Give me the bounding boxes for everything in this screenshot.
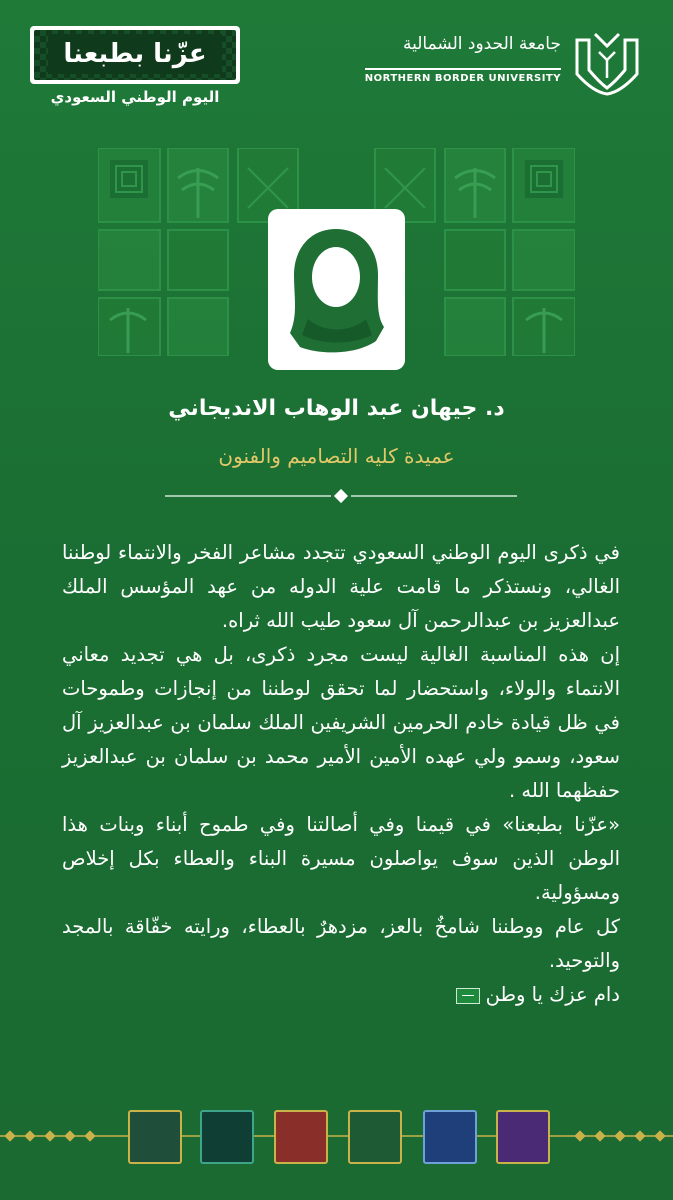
palm-tile-icon xyxy=(128,1110,182,1164)
profile-avatar xyxy=(268,209,405,370)
message-paragraph: إن هذه المناسبة الغالية ليست مجرد ذكرى، بل هي تجديد معاني الانتماء والولاء، واستحضار لما تحقق لوطننا من إنجازات وطموحات في ظل قيادة خادم الحرمين الشريفين الملك سلمان بن عبدالعزيز آل سعود، وسمو ولي عهده الأمين الأمير محمد بن سلمان بن عبدالعزيز حفظهما الله . xyxy=(62,643,620,802)
woman-hijab-icon xyxy=(280,223,393,357)
bottom-tiles xyxy=(0,1110,673,1180)
university-emblem-icon xyxy=(569,30,645,96)
vase-tile-icon xyxy=(496,1110,550,1164)
ornamental-divider xyxy=(165,488,517,504)
closing-line xyxy=(62,978,620,1012)
message-paragraph: «عزّنا بطبعنا» في قيمنا وفي أصالتنا وفي طموح أبناء وبنات هذا الوطن الذين سوف يواصلون مسيرة البناء والعطاء بكل إخلاص ومسؤولية. xyxy=(62,813,620,904)
message-paragraph: في ذكرى اليوم الوطني السعودي تتجدد مشاعر الفخر والانتماء لوطننا الغالي، ونستذكر ما قامت علية الدوله من عهد المؤسس الملك عبدالعزيز بن عبدالرحمن آل سعود طيب الله ثراه. xyxy=(62,541,620,632)
closing-text: دام عزك يا وطن xyxy=(485,983,620,1006)
national-day-badge xyxy=(30,26,240,110)
pattern-tile-icon xyxy=(200,1110,254,1164)
university-logo xyxy=(364,30,645,100)
mountain-tile-icon xyxy=(274,1110,328,1164)
message-paragraph: كل عام ووطننا شامخٌ بالعز، مزدهرٌ بالعطاء، ورايته خفّاقة بالمجد والتوحيد. xyxy=(62,915,620,972)
palm-tree-tile-icon xyxy=(348,1110,402,1164)
saudi-flag-icon xyxy=(456,988,480,1004)
university-name-ar: جامعة الحدود الشمالية xyxy=(403,34,561,54)
badge-occasion: اليوم الوطني السعودي xyxy=(50,88,220,106)
badge-slogan: عزّنا بطبعنا xyxy=(48,34,222,74)
person-name: د. جيهان عبد الوهاب الانديجاني xyxy=(168,396,505,421)
person-title: عميدة كليه التصاميم والفنون xyxy=(218,444,455,468)
message-body xyxy=(62,536,620,1012)
university-name-en: NORTHERN BORDER UNIVERSITY xyxy=(365,68,561,84)
coffee-pot-tile-icon xyxy=(423,1110,477,1164)
